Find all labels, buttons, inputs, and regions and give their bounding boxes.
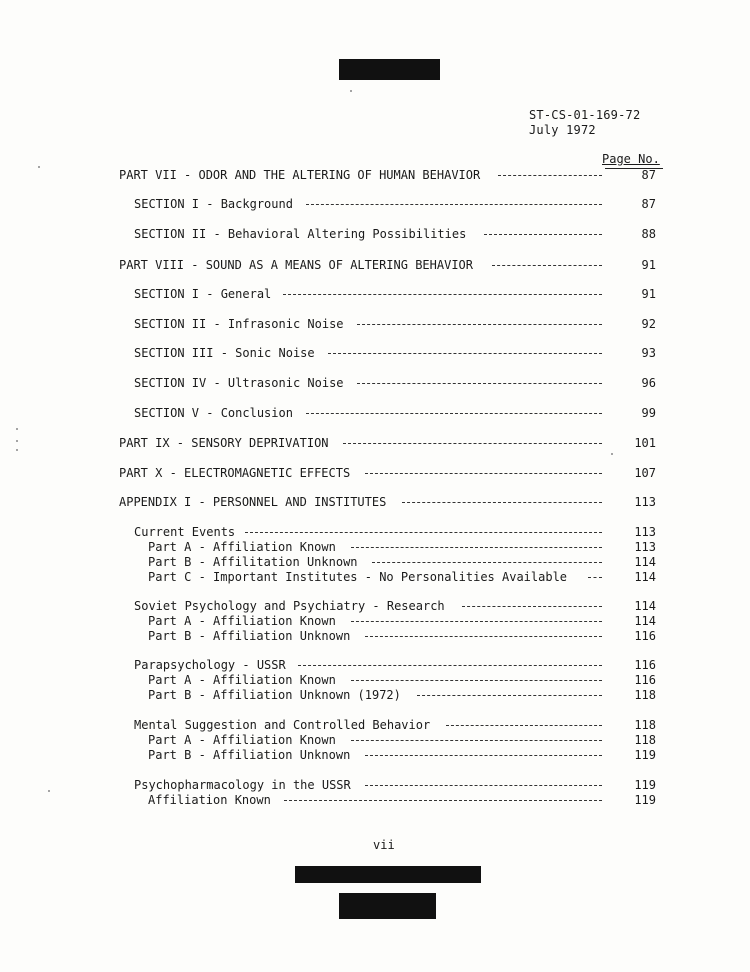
toc-entry-page: 119 <box>634 748 656 762</box>
toc-entry <box>0 732 750 748</box>
toc-entry <box>0 465 750 481</box>
toc-entry-label: Part A - Affiliation Known <box>148 540 336 554</box>
toc-dot-leader <box>284 800 602 801</box>
toc-entry-label: PART VIII - SOUND AS A MEANS OF ALTERING BEHAVIOR <box>119 258 474 272</box>
toc-entry-label: SECTION III - Sonic Noise <box>134 346 315 360</box>
toc-entry <box>0 747 750 763</box>
toc-dot-leader <box>365 636 602 637</box>
toc-dot-leader <box>462 606 602 607</box>
scan-speck <box>611 453 613 455</box>
toc-entry-label: Soviet Psychology and Psychiatry - Research <box>134 599 445 613</box>
toc-entry <box>0 717 750 733</box>
toc-entry-label: SECTION II - Infrasonic Noise <box>134 317 344 331</box>
toc-entry-page: 87 <box>641 168 656 182</box>
toc-entry <box>0 226 750 242</box>
toc-dot-leader <box>343 443 602 444</box>
toc-entry-page: 93 <box>641 346 656 360</box>
redaction-bar-bottom-1 <box>295 866 481 883</box>
toc-entry <box>0 613 750 629</box>
toc-entry <box>0 494 750 510</box>
toc-dot-leader <box>351 740 602 741</box>
toc-entry-label: SECTION V - Conclusion <box>134 406 293 420</box>
toc-entry-page: 119 <box>634 793 656 807</box>
scan-speck <box>16 428 18 430</box>
toc-entry-page: 114 <box>634 614 656 628</box>
toc-entry <box>0 628 750 644</box>
toc-entry-page: 87 <box>641 197 656 211</box>
toc-entry-label: SECTION I - Background <box>134 197 293 211</box>
toc-entry <box>0 569 750 585</box>
toc-dot-leader <box>365 473 602 474</box>
toc-entry <box>0 196 750 212</box>
toc-entry-page: 116 <box>634 658 656 672</box>
toc-dot-leader <box>588 577 602 578</box>
document-number: ST-CS-01-169-72 <box>529 108 641 122</box>
toc-entry-page: 114 <box>634 555 656 569</box>
toc-entry-label: Part A - Affiliation Known <box>148 673 336 687</box>
toc-entry-page: 113 <box>634 495 656 509</box>
toc-entry-label: Part B - Affiliation Unknown <box>148 629 351 643</box>
toc-dot-leader <box>283 294 602 295</box>
toc-entry-page: 113 <box>634 525 656 539</box>
toc-dot-leader <box>351 621 602 622</box>
toc-entry-page: 107 <box>634 466 656 480</box>
toc-dot-leader <box>417 695 602 696</box>
document-date: July 1972 <box>529 123 596 137</box>
toc-entry-label: Part B - Affiliation Unknown (1972) <box>148 688 401 702</box>
toc-entry-page: 88 <box>641 227 656 241</box>
toc-entry <box>0 167 750 183</box>
toc-entry-label: Current Events <box>134 525 236 539</box>
toc-entry <box>0 345 750 361</box>
toc-entry <box>0 375 750 391</box>
toc-entry <box>0 539 750 555</box>
scan-speck <box>350 90 352 92</box>
toc-entry-label: SECTION IV - Ultrasonic Noise <box>134 376 344 390</box>
toc-entry-label: Mental Suggestion and Controlled Behavior <box>134 718 431 732</box>
toc-entry-label: PART IX - SENSORY DEPRIVATION <box>119 436 329 450</box>
toc-entry <box>0 524 750 540</box>
toc-entry-page: 119 <box>634 778 656 792</box>
toc-entry <box>0 257 750 273</box>
toc-entry-page: 116 <box>634 629 656 643</box>
toc-dot-leader <box>365 755 602 756</box>
toc-entry <box>0 435 750 451</box>
toc-entry <box>0 687 750 703</box>
toc-entry-page: 92 <box>641 317 656 331</box>
toc-dot-leader <box>306 204 602 205</box>
toc-dot-leader <box>351 547 602 548</box>
toc-entry-page: 116 <box>634 673 656 687</box>
redaction-bar-top <box>339 59 440 80</box>
toc-entry-label: Part B - Affilitation Unknown <box>148 555 358 569</box>
toc-entry <box>0 777 750 793</box>
toc-entry-page: 99 <box>641 406 656 420</box>
toc-entry-page: 91 <box>641 287 656 301</box>
footer-page-number: vii <box>373 838 395 852</box>
toc-entry <box>0 657 750 673</box>
toc-entry <box>0 286 750 302</box>
toc-entry-label: Part C - Important Institutes - No Personalities Available <box>148 570 568 584</box>
toc-dot-leader <box>498 175 602 176</box>
toc-entry-label: Psychopharmacology in the USSR <box>134 778 351 792</box>
toc-dot-leader <box>484 234 602 235</box>
toc-entry <box>0 405 750 421</box>
scan-speck <box>16 449 18 451</box>
toc-entry <box>0 316 750 332</box>
toc-entry-page: 101 <box>634 436 656 450</box>
toc-entry-label: SECTION II - Behavioral Altering Possibilities <box>134 227 467 241</box>
toc-entry-label: PART VII - ODOR AND THE ALTERING OF HUMAN BEHAVIOR <box>119 168 481 182</box>
toc-dot-leader <box>357 383 602 384</box>
scan-speck <box>38 166 40 168</box>
toc-entry-page: 114 <box>634 570 656 584</box>
toc-entry <box>0 598 750 614</box>
toc-entry-label: Affiliation Known <box>148 793 271 807</box>
toc-entry-page: 118 <box>634 718 656 732</box>
scan-speck <box>48 790 50 792</box>
toc-entry <box>0 792 750 808</box>
redaction-bar-bottom-2 <box>339 893 436 919</box>
toc-dot-leader <box>306 413 602 414</box>
toc-entry <box>0 554 750 570</box>
toc-dot-leader <box>328 353 602 354</box>
toc-entry-page: 114 <box>634 599 656 613</box>
toc-entry-label: SECTION I - General <box>134 287 272 301</box>
toc-entry-label: Part B - Affiliation Unknown <box>148 748 351 762</box>
toc-entry-label: Part A - Affiliation Known <box>148 614 336 628</box>
toc-entry-label: PART X - ELECTROMAGNETIC EFFECTS <box>119 466 351 480</box>
toc-entry-label: Part A - Affiliation Known <box>148 733 336 747</box>
toc-entry <box>0 672 750 688</box>
toc-dot-leader <box>298 665 602 666</box>
toc-entry-page: 96 <box>641 376 656 390</box>
toc-entry-page: 118 <box>634 688 656 702</box>
toc-entry-page: 91 <box>641 258 656 272</box>
toc-dot-leader <box>402 502 602 503</box>
toc-entry-label: APPENDIX I - PERSONNEL AND INSTITUTES <box>119 495 387 509</box>
toc-dot-leader <box>357 324 602 325</box>
toc-dot-leader <box>351 680 602 681</box>
toc-dot-leader <box>365 785 602 786</box>
toc-entry-page: 113 <box>634 540 656 554</box>
scan-speck <box>16 440 18 442</box>
toc-dot-leader <box>492 265 602 266</box>
toc-entry-page: 118 <box>634 733 656 747</box>
toc-dot-leader <box>245 532 602 533</box>
toc-dot-leader <box>372 562 602 563</box>
page-number-column-heading: Page No. <box>602 152 660 166</box>
toc-dot-leader <box>446 725 602 726</box>
toc-entry-label: Parapsychology - USSR <box>134 658 286 672</box>
